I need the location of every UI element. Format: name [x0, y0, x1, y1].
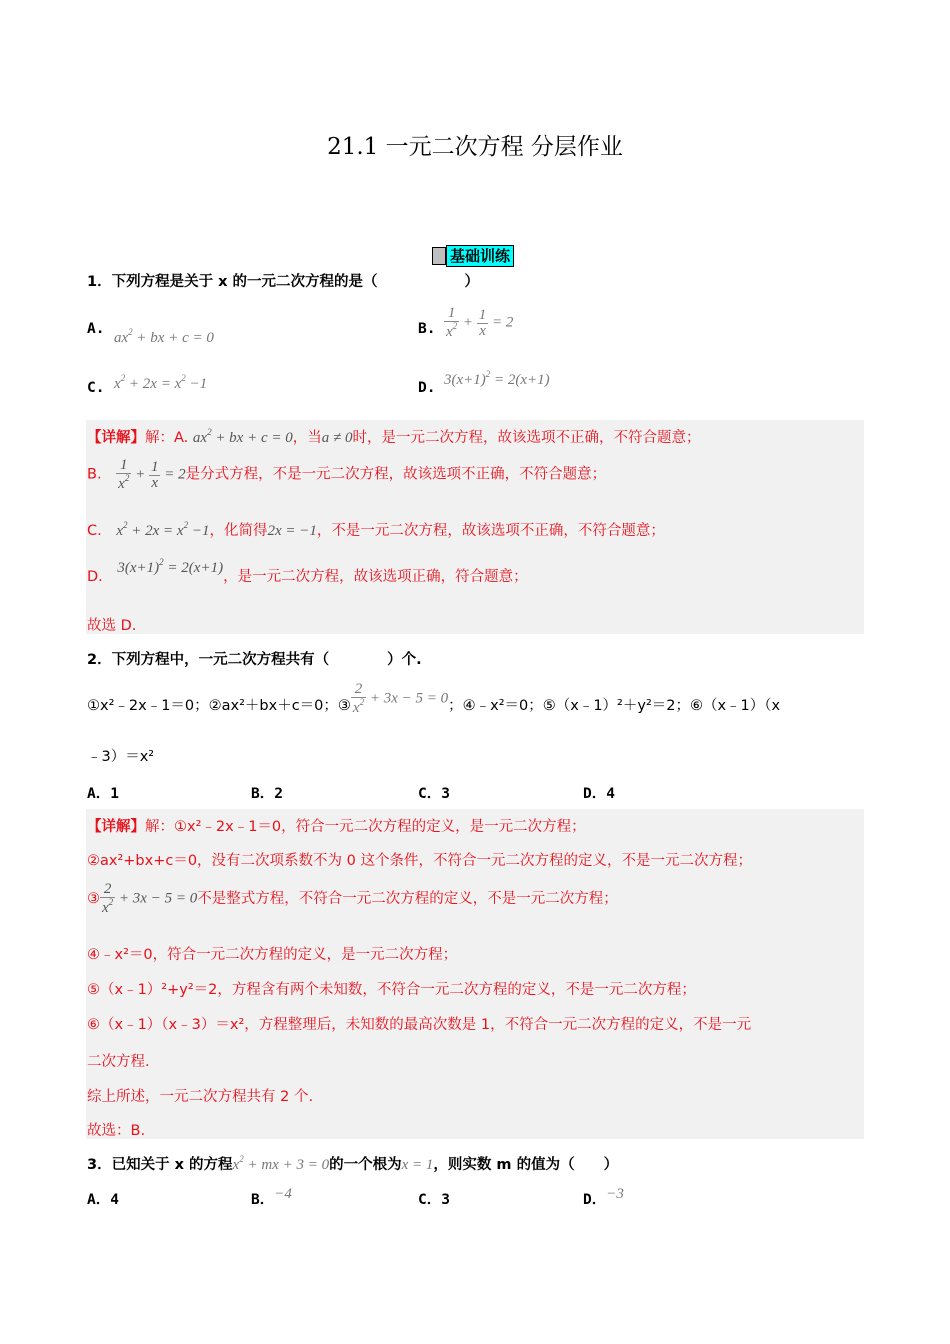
section-marker: [432, 247, 446, 265]
q2-exp-line7: 二次方程.: [87, 1054, 150, 1070]
q3-option-a: A．4: [87, 1192, 119, 1208]
q1-option-d-math: $3(x+1)^2 = 2(x+1)$: [444, 369, 550, 388]
q3-stem: 3．已知关于 x 的方程$x^2$ + mx + 3 = 0的一个根为x = 1，则实数 m 的值为（ ）: [87, 1154, 619, 1173]
q2-option-a: A．1: [87, 786, 119, 802]
q3-option-d: D．−3: [583, 1186, 624, 1208]
section-label-text: 基础训练: [446, 245, 514, 267]
q2-option-b: B．2: [251, 786, 283, 802]
q2-exp-line3: ③ $\frac{2}{x^2}$ + 3x − 5 = 0不是整式方程，不符合一元二次方程的定义，不是一元二次方程；: [87, 881, 618, 916]
q2-exp-line1: 【详解】解：①x²﹣2x﹣1＝0，符合一元二次方程的定义，是一元二次方程；: [87, 819, 586, 835]
q2-stem: 2．下列方程中，一元二次方程共有（ ）个.: [87, 652, 422, 668]
q1-option-c-label: C.: [87, 380, 105, 396]
q2-exp-line5: ⑤（x﹣1）²+y²＝2，方程含有两个未知数，不符合一元二次方程的定义，不是一元二次方程；: [87, 982, 696, 998]
q2-exp-line9: 故选：B.: [87, 1123, 146, 1139]
q1-option-b-label: B.: [418, 321, 436, 337]
q2-option-c: C．3: [418, 786, 450, 802]
page-title: 21.1 一元二次方程 分层作业: [327, 134, 623, 160]
q1-option-d-label: D.: [418, 380, 436, 396]
q1-exp-line2: B. $\frac{1}{x^2}$ + $\frac{1}{x}$ = 2是分式方程，不是一元二次方程，故该选项不正确，不符合题意；: [87, 457, 607, 492]
q1-exp-line4: D. $3(x+1)^2 = 2(x+1)$，是一元二次方程，故该选项正确，符合题意；: [87, 557, 528, 585]
q2-exp-line2: ②ax²+bx+c＝0，没有二次项系数不为 0 这个条件，不符合一元二次方程的定义，不是一元二次方程；: [87, 853, 752, 869]
q2-equations-line1: ①x²﹣2x﹣1＝0；②ax²＋bx＋c＝0；③ $\frac{2}{x^2}$ + 3x − 5 = 0；④﹣x²＝0；⑤（x﹣1）²＋y²＝2；⑥（x﹣1）（x: [87, 681, 781, 716]
section-label: [432, 245, 514, 266]
q1-option-a-math: $ax^2$ + bx + c = 0: [114, 327, 214, 346]
q1-exp-line3: C. $x^2 + 2x = x^2 -1$，化简得2x = −1，不是一元二次方程，故该选项不正确，不符合题意；: [87, 520, 665, 539]
q2-exp-line6: ⑥（x﹣1）（x﹣3）＝x²，方程整理后，未知数的最高次数是 1，不符合一元二次方程的定义，不是一元: [87, 1017, 752, 1033]
q1-option-a-label: A.: [87, 321, 105, 337]
q2-equations-line2: ﹣3）＝x²: [87, 749, 155, 765]
q1-option-c-math: $x^2 + 2x = x^2 -1$: [114, 373, 208, 392]
q2-exp-line4: ④﹣x²＝0，符合一元二次方程的定义，是一元二次方程；: [87, 947, 458, 963]
q1-option-b-math: $\frac{1}{x^2}$ + $\frac{1}{x}$ = 2: [446, 305, 514, 340]
q3-option-b: B．−4: [251, 1186, 292, 1208]
q1-stem: 1．下列方程是关于 x 的一元二次方程的是（ ）: [87, 274, 480, 290]
q3-option-c: C．3: [418, 1192, 450, 1208]
q1-exp-line5: 故选 D.: [87, 618, 137, 634]
q1-exp-line1: 【详解】解：A. $ax^2$ + bx + c = 0，当a ≠ 0时，是一元二次方程，故该选项不正确，不符合题意；: [87, 427, 701, 446]
q2-exp-line8: 综上所述，一元二次方程共有 2 个.: [87, 1089, 314, 1105]
q2-option-d: D．4: [583, 786, 615, 802]
